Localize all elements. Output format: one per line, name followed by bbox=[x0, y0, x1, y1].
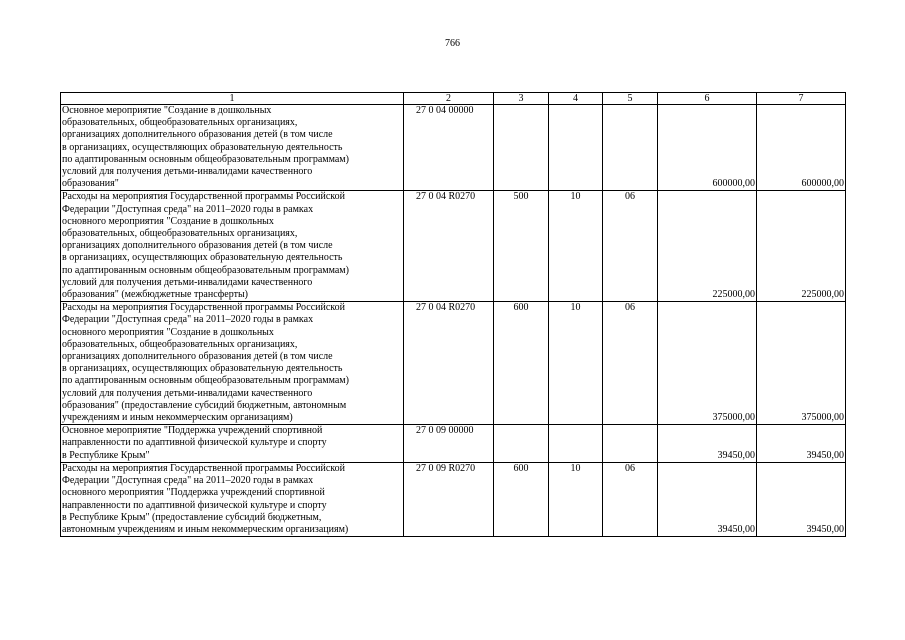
expense-type-code bbox=[494, 105, 549, 191]
description-line: организациях дополнительного образования детей (в том числе bbox=[62, 129, 333, 141]
description-line: Основное мероприятие "Создание в дошкольных bbox=[62, 105, 272, 116]
description-line: в Республике Крым" (предоставление субсидий бюджетным, bbox=[62, 511, 322, 523]
row-description bbox=[61, 105, 404, 191]
description-line: основного мероприятия "Поддержка учреждений спортивной bbox=[62, 487, 325, 499]
amount-col-6: 39450,00 bbox=[658, 462, 757, 536]
description-line: в Республике Крым" bbox=[62, 449, 150, 461]
column-header-6: 6 bbox=[658, 93, 757, 105]
description-line: организациях дополнительного образования детей (в том числе bbox=[62, 351, 333, 363]
column-header-7: 7 bbox=[757, 93, 846, 105]
column-header-5: 5 bbox=[603, 93, 658, 105]
expense-type-code: 600 bbox=[494, 462, 549, 536]
description-line: условий для получения детьми-инвалидами качественного bbox=[62, 276, 313, 288]
budget-code: 27 0 09 00000 bbox=[404, 425, 494, 463]
description-line: образования" (предоставление субсидий бюджетным, автономным bbox=[62, 399, 347, 411]
row-description bbox=[61, 191, 404, 302]
description-line: автономным учреждениям и иным некоммерческим организациям) bbox=[62, 523, 349, 535]
table-row bbox=[61, 425, 846, 463]
subsection-code: 06 bbox=[603, 302, 658, 425]
amount-col-7: 39450,00 bbox=[757, 425, 846, 463]
amount-col-7: 600000,00 bbox=[757, 105, 846, 191]
subsection-code bbox=[603, 105, 658, 191]
section-code bbox=[549, 105, 603, 191]
section-code: 10 bbox=[549, 191, 603, 302]
budget-table bbox=[60, 92, 846, 537]
expense-type-code: 600 bbox=[494, 302, 549, 425]
section-code: 10 bbox=[549, 462, 603, 536]
budget-code: 27 0 04 R0270 bbox=[404, 302, 494, 425]
amount-col-7: 375000,00 bbox=[757, 302, 846, 425]
description-line: Федерации "Доступная среда" на 2011–2020 годы в рамках bbox=[62, 475, 314, 487]
description-line: по адаптированным основным общеобразовательным программам) bbox=[62, 375, 349, 387]
amount-col-6: 375000,00 bbox=[658, 302, 757, 425]
expense-type-code bbox=[494, 425, 549, 463]
description-line: Федерации "Доступная среда" на 2011–2020 годы в рамках bbox=[62, 203, 314, 215]
description-line: Основное мероприятие "Поддержка учреждений спортивной bbox=[62, 425, 323, 437]
description-line: учреждениям и иным некоммерческим организациям) bbox=[62, 412, 293, 424]
table-body bbox=[61, 93, 846, 537]
table-row bbox=[61, 462, 846, 536]
description-line: основного мероприятия "Создание в дошкольных bbox=[62, 326, 274, 338]
section-code bbox=[549, 425, 603, 463]
description-line: по адаптированным основным общеобразовательным программам) bbox=[62, 153, 349, 165]
table-row bbox=[61, 191, 846, 302]
description-line: Расходы на мероприятия Государственной программы Российской bbox=[62, 302, 345, 314]
page-number: 766 bbox=[445, 38, 460, 49]
row-description bbox=[61, 462, 404, 536]
budget-code: 27 0 04 R0270 bbox=[404, 191, 494, 302]
subsection-code bbox=[603, 425, 658, 463]
subsection-code: 06 bbox=[603, 191, 658, 302]
description-line: образования" bbox=[62, 178, 119, 190]
subsection-code: 06 bbox=[603, 462, 658, 536]
column-header-4: 4 bbox=[549, 93, 603, 105]
description-line: в организациях, осуществляющих образовательную деятельность bbox=[62, 363, 343, 375]
description-line: образовательных, общеобразовательных организациях, bbox=[62, 228, 298, 240]
description-line: Расходы на мероприятия Государственной программы Российской bbox=[62, 462, 345, 474]
budget-code: 27 0 04 00000 bbox=[404, 105, 494, 191]
budget-code: 27 0 09 R0270 bbox=[404, 462, 494, 536]
row-description bbox=[61, 302, 404, 425]
column-header-3: 3 bbox=[494, 93, 549, 105]
amount-col-6: 39450,00 bbox=[658, 425, 757, 463]
column-header-1: 1 bbox=[61, 93, 404, 105]
row-description bbox=[61, 425, 404, 463]
description-line: условий для получения детьми-инвалидами качественного bbox=[62, 387, 313, 399]
description-line: в организациях, осуществляющих образовательную деятельность bbox=[62, 141, 343, 153]
description-line: образовательных, общеобразовательных организациях, bbox=[62, 117, 298, 129]
description-line: направленности по адаптивной физической культуре и спорту bbox=[62, 437, 327, 449]
description-line: основного мероприятия "Создание в дошкольных bbox=[62, 215, 274, 227]
description-line: образования" (межбюджетные трансферты) bbox=[62, 289, 248, 301]
expense-type-code: 500 bbox=[494, 191, 549, 302]
description-line: Федерации "Доступная среда" на 2011–2020 годы в рамках bbox=[62, 314, 314, 326]
amount-col-6: 600000,00 bbox=[658, 105, 757, 191]
description-line: организациях дополнительного образования детей (в том числе bbox=[62, 240, 333, 252]
description-line: образовательных, общеобразовательных организациях, bbox=[62, 338, 298, 350]
header-row bbox=[61, 93, 846, 105]
amount-col-6: 225000,00 bbox=[658, 191, 757, 302]
section-code: 10 bbox=[549, 302, 603, 425]
description-line: направленности по адаптивной физической культуре и спорту bbox=[62, 499, 327, 511]
column-header-2: 2 bbox=[404, 93, 494, 105]
table-row bbox=[61, 105, 846, 191]
description-line: Расходы на мероприятия Государственной программы Российской bbox=[62, 191, 345, 203]
amount-col-7: 39450,00 bbox=[757, 462, 846, 536]
description-line: по адаптированным основным общеобразовательным программам) bbox=[62, 264, 349, 276]
description-line: в организациях, осуществляющих образовательную деятельность bbox=[62, 252, 343, 264]
table-row bbox=[61, 302, 846, 425]
description-line: условий для получения детьми-инвалидами качественного bbox=[62, 166, 313, 178]
amount-col-7: 225000,00 bbox=[757, 191, 846, 302]
